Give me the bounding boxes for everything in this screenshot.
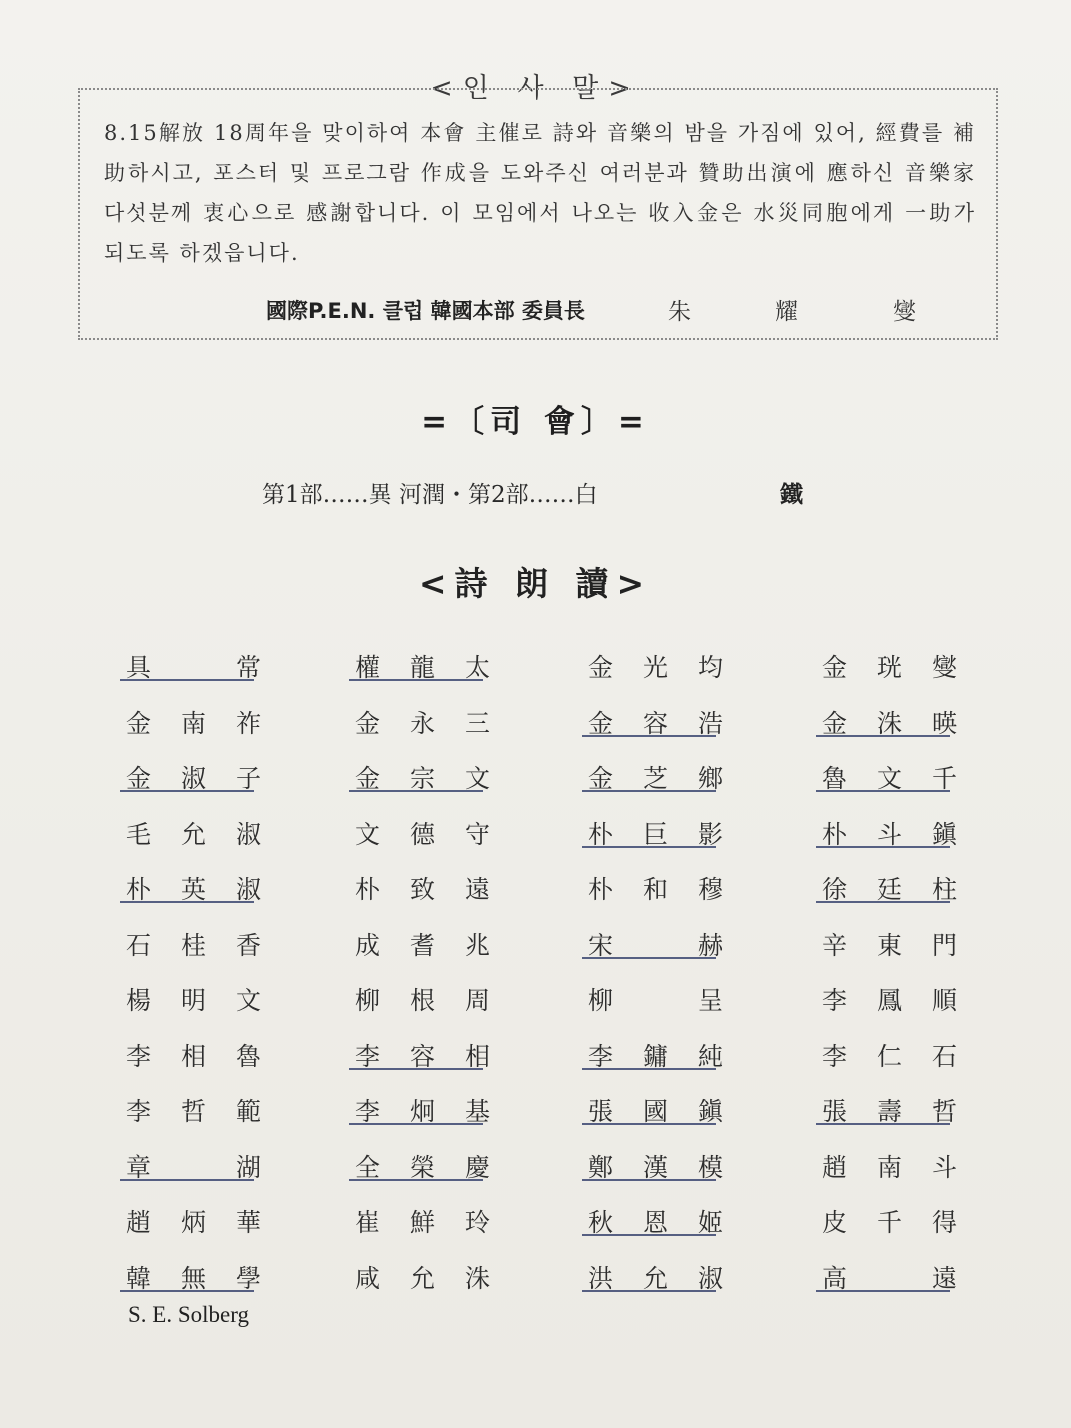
handwritten-underline <box>349 1068 483 1070</box>
poet-name: 張 國 鎭 <box>588 1097 724 1126</box>
signer-char-1: 朱 <box>668 299 691 325</box>
poet-name: 成 耆 兆 <box>355 930 491 960</box>
signer-char-3: 燮 <box>893 299 916 325</box>
poet-name: 秋 恩 姬 <box>588 1208 724 1237</box>
poet-name: 魯 文 千 <box>822 764 958 793</box>
poet-name: 金 宗 文 <box>355 764 491 793</box>
poet-solberg: S. E. Solberg <box>128 1302 249 1327</box>
poet-name: 李 仁 石 <box>822 1041 958 1071</box>
handwritten-underline <box>816 735 950 737</box>
poet-name: 朴 英 淑 <box>126 875 262 904</box>
poet-name: 金 永 三 <box>355 708 491 738</box>
handwritten-underline <box>582 790 716 792</box>
poet-name: 張 壽 哲 <box>822 1097 958 1126</box>
poet-name: 鄭 漢 模 <box>588 1152 724 1182</box>
poet-name: 金 光 均 <box>588 653 724 682</box>
poet-name: 石 桂 香 <box>126 930 262 960</box>
poet-name: 趙 炳 華 <box>126 1208 262 1237</box>
handwritten-underline <box>582 957 716 959</box>
emcee-heading: =〔司 會〕= <box>421 404 650 440</box>
poet-name: 宋 赫 <box>588 930 724 960</box>
poet-name: 全 榮 慶 <box>355 1152 491 1182</box>
handwritten-underline <box>582 1179 716 1181</box>
poet-name: 朴 斗 鎭 <box>822 819 958 849</box>
handwritten-underline <box>582 1068 716 1070</box>
poet-name: 朴 和 穆 <box>588 875 724 904</box>
poet-name: 韓 無 學 <box>126 1263 262 1293</box>
poet-name: 朴 致 遠 <box>355 875 491 904</box>
poet-name: 朴 巨 影 <box>588 819 724 849</box>
recital-heading: <詩 朗 讀> <box>418 564 653 603</box>
poet-name: 趙 南 斗 <box>822 1152 958 1182</box>
poet-name: 李 相 魯 <box>126 1041 262 1071</box>
greeting-title: <인 사 말> <box>430 73 641 104</box>
poet-name: 金 珖 燮 <box>822 653 958 682</box>
handwritten-underline <box>349 1123 483 1125</box>
poet-name: 洪 允 淑 <box>588 1263 724 1293</box>
handwritten-underline <box>816 1290 950 1292</box>
handwritten-underline <box>120 790 254 792</box>
signer-char-2: 耀 <box>775 299 798 325</box>
handwritten-underline <box>816 790 950 792</box>
handwritten-underline <box>349 1179 483 1181</box>
emcee-line: 第1部……異 河潤・第2部……白 <box>262 482 598 508</box>
poet-name: 李 炯 基 <box>355 1097 491 1126</box>
handwritten-underline <box>120 901 254 903</box>
handwritten-underline <box>816 1123 950 1125</box>
greeting-body: 8.15解放 18周年을 맞이하여 本會 主催로 詩와 音樂의 밤을 가짐에 있어, 經費를 補助하시고, 포스터 및 프로그람 作成을 도와주신 여러분과 贊助出演에 應하신 音樂家 다섯분께 衷心으로 感謝합니다. 이 모임에서 나오는 收入金은 水災同胞에게 一助가 되도록 하겠읍니다. <box>104 121 976 265</box>
poet-name: 柳 根 周 <box>355 986 491 1015</box>
poet-name: 章 湖 <box>126 1152 262 1182</box>
handwritten-underline <box>582 1123 716 1125</box>
handwritten-underline <box>120 1290 254 1292</box>
handwritten-underline <box>120 679 254 681</box>
poet-name: 高 遠 <box>822 1263 958 1293</box>
poet-name: 金 芝 鄉 <box>588 764 724 793</box>
poet-name: 李 容 相 <box>355 1041 491 1071</box>
handwritten-underline <box>816 846 950 848</box>
greeting-signature: 國際P.E.N. 클럽 韓國本部 委員長 <box>266 299 585 323</box>
handwritten-underline <box>582 1290 716 1292</box>
poet-name: 金 洙 暎 <box>822 708 958 738</box>
poet-name: 金 淑 子 <box>126 764 262 793</box>
poet-name: 咸 允 洙 <box>355 1263 491 1293</box>
poet-name: 楊 明 文 <box>126 986 262 1015</box>
poet-name: 崔 鮮 玲 <box>355 1208 491 1237</box>
poet-name: 徐 廷 柱 <box>822 875 958 904</box>
poet-name: 文 德 守 <box>355 819 491 849</box>
emcee-line-end: 鐵 <box>780 482 803 508</box>
poet-name: 辛 東 門 <box>822 930 958 960</box>
handwritten-underline <box>816 901 950 903</box>
poet-name: 金 南 祚 <box>126 708 262 738</box>
poet-name: 柳 呈 <box>588 986 724 1015</box>
handwritten-underline <box>582 735 716 737</box>
handwritten-underline <box>582 846 716 848</box>
poet-name: 權 龍 太 <box>355 653 491 682</box>
poet-name: 李 鳳 順 <box>822 986 958 1015</box>
poet-name: 李 哲 範 <box>126 1097 262 1126</box>
poet-name: 金 容 浩 <box>588 708 724 738</box>
handwritten-underline <box>582 1234 716 1236</box>
poet-name: 皮 千 得 <box>822 1208 958 1237</box>
poet-name: 具 常 <box>126 653 262 682</box>
poet-name: 李 鏞 純 <box>588 1041 724 1071</box>
handwritten-underline <box>120 1179 254 1181</box>
handwritten-underline <box>349 790 483 792</box>
handwritten-underline <box>349 679 483 681</box>
poet-name: 毛 允 淑 <box>126 819 262 849</box>
